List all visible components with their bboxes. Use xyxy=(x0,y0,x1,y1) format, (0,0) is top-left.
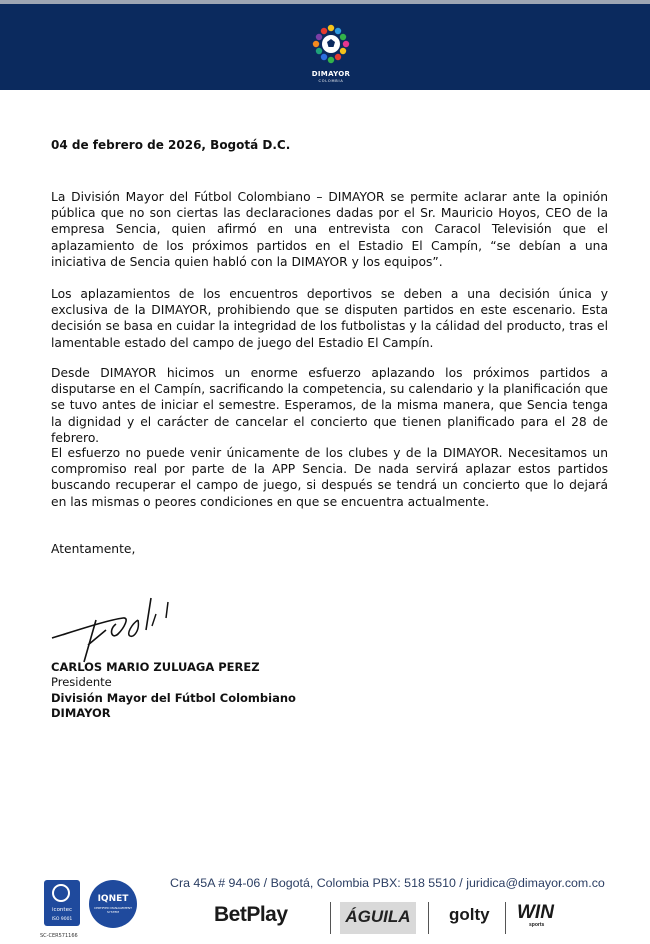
sponsor-win-sub: sports xyxy=(529,922,545,928)
letter-paragraph-1: La División Mayor del Fútbol Colombiano – DIMAYOR se permite aclarar ante la opinión pública que no son ciertas las declaraciones dadas por el Sr. Mauricio Hoyos, CEO de la empresa Sencia, quien afirmó en una entrevista con Caracol Televisión que el aplazamiento de los próximos partidos en el Estadio El Campín, “se debían a una iniciativa de Sencia quien habló con la DIMAYOR y los equipos”. xyxy=(51,190,608,269)
letter-paragraph-3: Desde DIMAYOR hicimos un enorme esfuerzo aplazando los próximos partidos a disputarse en el Campín, sacrificando la competencia, su calendario y la planificación que se tuvo antes de iniciar el semestre. Esperamos, de la misma manera, que Sencia tenga la dignidad y el carácter de cancelar el concierto que tienen planificado para el 28 de febrero. xyxy=(51,366,608,445)
iqnet-label: IQNET xyxy=(97,894,129,904)
icontec-certification-badge xyxy=(44,880,80,926)
signer-title: Presidente xyxy=(51,675,112,690)
iqnet-subtitle: CERTIFIED MANAGEMENT SYSTEM xyxy=(93,906,132,914)
letter-paragraph-4: El esfuerzo no puede venir únicamente de los clubes y de la DIMAYOR. Necesitamos un compromiso real por parte de la APP Sencia. De nada servirá aplazar estos partidos buscando recuperar el campo de juego, si después se tendrá un concierto que lo dejará en las mismas o peores condiciones en que se encuentra actualmente. xyxy=(51,446,608,509)
sponsor-divider xyxy=(428,902,429,934)
footer-address: Cra 45A # 94-06 / Bogotá, Colombia PBX: 518 5510 / juridica@dimayor.com.co xyxy=(170,876,605,890)
icontec-iso: ISO 9001 xyxy=(51,917,73,922)
signer-name: CARLOS MARIO ZULUAGA PEREZ xyxy=(51,660,260,674)
icontec-certificate-code: SC-CER571166 xyxy=(40,933,78,939)
letter-closing: Atentamente, xyxy=(51,542,136,556)
icontec-label: icontec xyxy=(52,907,72,913)
dimayor-logo xyxy=(302,22,360,86)
signer-organization-short: DIMAYOR xyxy=(51,705,111,720)
sponsor-betplay-logo: BetPlay xyxy=(214,903,288,926)
signer-block xyxy=(51,660,296,721)
signer-organization: División Mayor del Fútbol Colombiano xyxy=(51,690,296,705)
sponsor-win-sports-logo xyxy=(517,902,554,928)
sponsor-aguila-text: ÁGUILA xyxy=(345,907,411,926)
sponsor-golty-logo: golty xyxy=(449,905,490,924)
letterhead-banner xyxy=(0,0,650,90)
letter-paragraph-2: Los aplazamientos de los encuentros deportivos se deben a una decisión única y exclusiva de la DIMAYOR, prohibiendo que se disputen partidos en este escenario. Esta decisión se basa en cuidar la integridad de los futbolistas y la cálidad del producto, tras el lamentable estado del campo de juego del Estadio El Campín. xyxy=(51,287,608,350)
sponsor-divider xyxy=(330,902,331,934)
sponsor-win-text: WIN xyxy=(517,902,554,923)
sponsor-divider xyxy=(505,902,506,934)
letter-date: 04 de febrero de 2026, Bogotá D.C. xyxy=(51,138,291,152)
logo-wordmark: DIMAYOR xyxy=(311,70,351,78)
banner-top-line xyxy=(0,0,650,4)
sponsor-aguila-logo xyxy=(340,902,416,934)
icontec-ring-icon xyxy=(52,884,70,902)
dimayor-emblem-icon xyxy=(304,22,358,68)
logo-subtitle: COLOMBIA xyxy=(318,79,344,83)
iqnet-certification-badge xyxy=(89,880,137,928)
